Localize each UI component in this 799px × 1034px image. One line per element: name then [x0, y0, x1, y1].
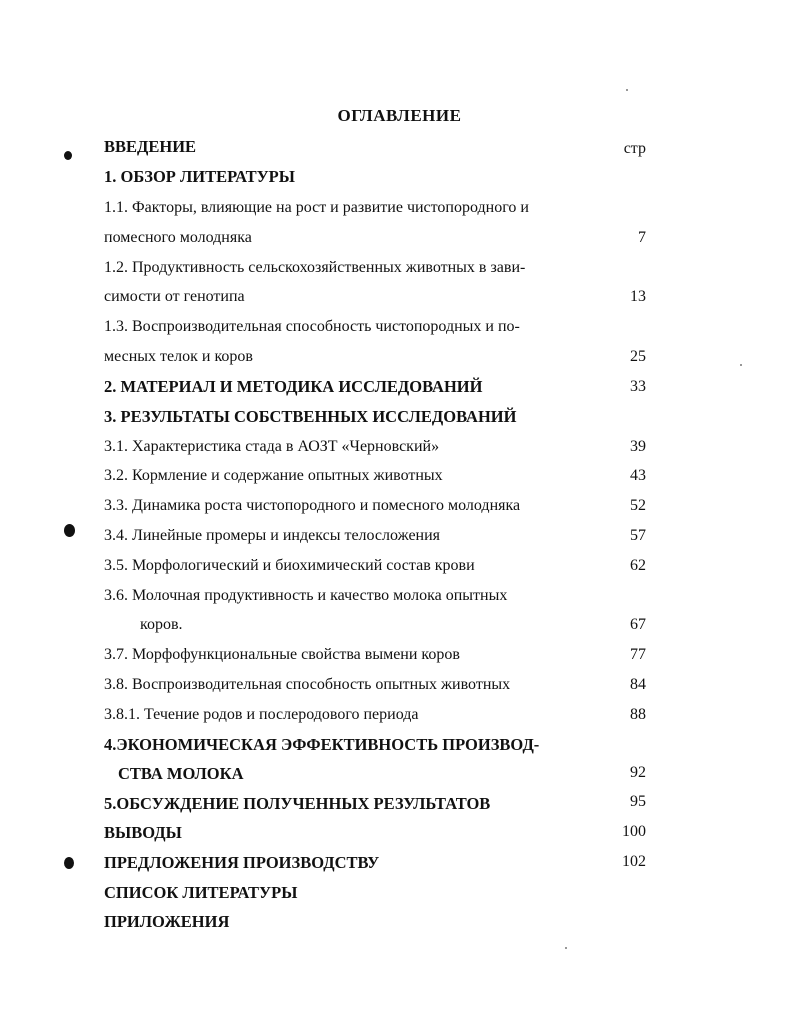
toc-page-conclusions: 100 [622, 823, 646, 840]
scan-blot [64, 524, 75, 537]
toc-entry-section-5: 5.ОБСУЖДЕНИЕ ПОЛУЧЕННЫХ РЕЗУЛЬТАТОВ [104, 794, 491, 813]
toc-entry-3-4: 3.4. Линейные промеры и индексы телосложения [104, 527, 441, 544]
scan-speck [626, 89, 628, 91]
scan-blot [64, 857, 74, 869]
toc-page-3-6: 67 [630, 616, 646, 633]
toc-entry-3-6: 3.6. Молочная продуктивность и качество молока опытных [104, 587, 508, 604]
toc-entry-introduction: ВВЕДЕНИЕ [104, 137, 197, 156]
toc-entry-3-3: 3.3. Динамика роста чистопородного и помесного молодняка [104, 497, 521, 514]
toc-entry-1-1-cont: помесного молодняка [104, 229, 252, 246]
toc-entry-proposals: ПРЕДЛОЖЕНИЯ ПРОИЗВОДСТВУ [104, 853, 380, 872]
toc-page-1-1: 7 [638, 229, 646, 246]
toc-entry-section-1: 1. ОБЗОР ЛИТЕРАТУРЫ [104, 167, 295, 186]
toc-page-1-2: 13 [630, 288, 646, 305]
toc-entry-3-8: 3.8. Воспроизводительная способность опытных животных [104, 676, 511, 693]
toc-page-3-7: 77 [630, 646, 646, 663]
toc-entry-references: СПИСОК ЛИТЕРАТУРЫ [104, 883, 298, 902]
page-column-header: стр [623, 140, 646, 157]
scan-speck [565, 947, 567, 949]
toc-page-3-8: 84 [630, 676, 646, 693]
toc-entry-3-7: 3.7. Морфофункциональные свойства вымени коров [104, 646, 460, 663]
toc-entry-section-2: 2. МАТЕРИАЛ И МЕТОДИКА ИССЛЕДОВАНИЙ [104, 377, 483, 396]
scan-blot [64, 151, 72, 160]
toc-entry-3-6-cont: коров. [140, 616, 183, 633]
toc-entry-1-1: 1.1. Факторы, влияющие на рост и развитие чистопородного и [104, 199, 529, 216]
toc-page-3-2: 43 [630, 467, 646, 484]
toc-page-3-1: 39 [630, 438, 646, 455]
toc-page-3-5: 62 [630, 557, 646, 574]
toc-page-3-4: 57 [630, 527, 646, 544]
toc-page-proposals: 102 [622, 853, 646, 870]
toc-page-3-8-1: 88 [630, 706, 646, 723]
toc-entry-1-2: 1.2. Продуктивность сельскохозяйственных животных в зави- [104, 259, 526, 276]
toc-entry-conclusions: ВЫВОДЫ [104, 823, 182, 842]
toc-entry-section-4: 4.ЭКОНОМИЧЕСКАЯ ЭФФЕКТИВНОСТЬ ПРОИЗВОД- [104, 735, 540, 754]
toc-page-section-5: 95 [630, 793, 646, 810]
toc-entry-3-5: 3.5. Морфологический и биохимический состав крови [104, 557, 475, 574]
toc-entry-section-3: 3. РЕЗУЛЬТАТЫ СОБСТВЕННЫХ ИССЛЕДОВАНИЙ [104, 407, 517, 426]
toc-entry-1-3: 1.3. Воспроизводительная способность чистопородных и по- [104, 318, 520, 335]
toc-page-section-4: 92 [630, 764, 646, 781]
page-title: ОГЛАВЛЕНИЕ [337, 106, 462, 125]
toc-page-1-3: 25 [630, 348, 646, 365]
toc-entry-3-8-1: 3.8.1. Течение родов и послеродового периода [104, 706, 419, 723]
toc-page-section-2: 33 [630, 378, 646, 395]
toc-entry-section-4-cont: СТВА МОЛОКА [118, 764, 244, 783]
toc-entry-1-3-cont: месных телок и коров [104, 348, 253, 365]
toc-entry-appendices: ПРИЛОЖЕНИЯ [104, 912, 230, 931]
toc-entry-1-2-cont: симости от генотипа [104, 288, 245, 305]
toc-page-3-3: 52 [630, 497, 646, 514]
toc-entry-3-2: 3.2. Кормление и содержание опытных животных [104, 467, 443, 484]
toc-entry-3-1: 3.1. Характеристика стада в АОЗТ «Черновский» [104, 438, 440, 455]
scan-speck [740, 364, 742, 366]
